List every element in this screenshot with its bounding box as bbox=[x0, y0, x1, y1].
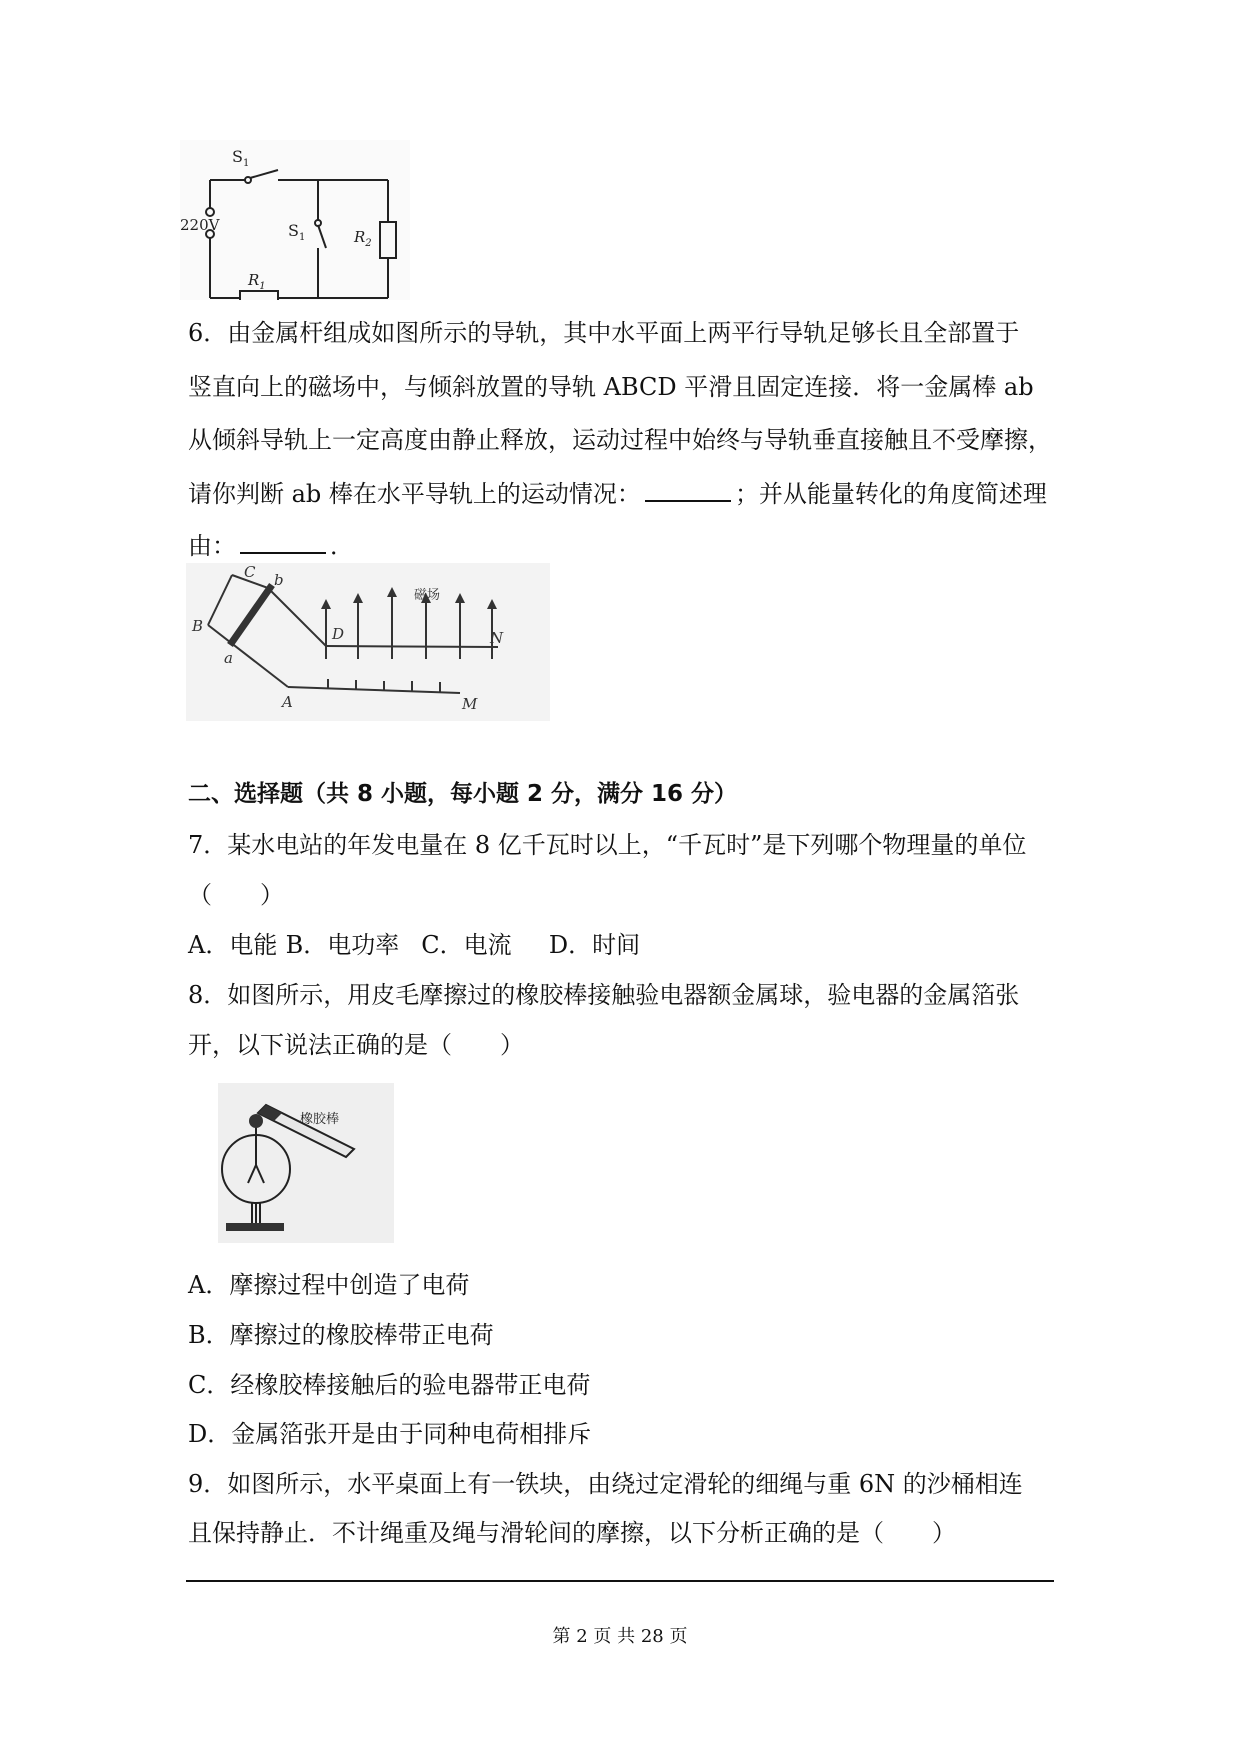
q6-line-4-tail: ；并从能量转化的角度简述理 bbox=[734, 480, 1047, 508]
q9-line-2: 且保持静止．不计绳重及绳与滑轮间的摩擦，以下分析正确的是（ ） bbox=[188, 1519, 956, 1547]
q6-line-3: 从倾斜导轨上一定高度由静止释放，运动过程中始终与导轨垂直接触且不受摩擦， bbox=[188, 426, 1052, 454]
q6-line-2: 竖直向上的磁场中，与倾斜放置的导轨 ABCD 平滑且固定连接．将一金属棒 ab bbox=[188, 373, 1034, 401]
q7-option-b[interactable]: B．电功率 bbox=[285, 931, 400, 959]
q6-line-1: 6．由金属杆组成如图所示的导轨，其中水平面上两平行导轨足够长且全部置于 bbox=[188, 319, 1020, 347]
label-aa: A bbox=[282, 693, 293, 711]
q8-line-2: 开，以下说法正确的是（ ） bbox=[188, 1031, 524, 1059]
footer-divider bbox=[186, 1580, 1054, 1582]
circuit-diagram bbox=[180, 140, 410, 300]
r1-label: $R_1$ bbox=[248, 271, 266, 292]
label-field: 磁场 bbox=[414, 588, 441, 603]
rails-diagram bbox=[186, 563, 550, 721]
q7-options bbox=[188, 930, 640, 960]
q6-line-5 bbox=[188, 530, 354, 561]
s1-label: $S_1$ bbox=[232, 147, 250, 169]
q6-line-5-tail: ． bbox=[330, 532, 354, 560]
label-m: M bbox=[462, 695, 478, 713]
electroscope-diagram bbox=[218, 1083, 394, 1243]
rubber-rod-label: 橡胶棒 bbox=[300, 1112, 340, 1127]
answer-blank-1[interactable] bbox=[645, 478, 731, 502]
label-d: D bbox=[332, 625, 345, 643]
answer-blank-2[interactable] bbox=[240, 530, 326, 554]
label-a: a bbox=[224, 649, 233, 667]
q7-option-d[interactable]: D．时间 bbox=[548, 931, 641, 959]
r2-label: $R_2$ bbox=[354, 228, 372, 249]
section-heading: 二、选择题（共 8 小题，每小题 2 分，满分 16 分） bbox=[188, 781, 738, 807]
q8-option-d[interactable]: D．金属箔张开是由于同种电荷相排斥 bbox=[188, 1420, 592, 1448]
s2-label: $S_1$ bbox=[288, 221, 306, 243]
label-bb: B bbox=[192, 617, 204, 635]
q8-option-b[interactable]: B．摩擦过的橡胶棒带正电荷 bbox=[188, 1321, 494, 1349]
q6-line-5-text: 由： bbox=[188, 532, 236, 560]
q9-line-1: 9．如图所示，水平桌面上有一铁块，由绕过定滑轮的细绳与重 6N 的沙桶相连 bbox=[188, 1470, 1023, 1498]
q6-line-4-text: 请你判断 ab 棒在水平导轨上的运动情况： bbox=[188, 480, 641, 508]
q6-line-4 bbox=[188, 478, 1047, 509]
voltage-label: 220V bbox=[180, 216, 220, 234]
label-b: b bbox=[274, 571, 284, 589]
q8-option-c[interactable]: C．经橡胶棒接触后的验电器带正电荷 bbox=[188, 1371, 591, 1399]
q7-option-c[interactable]: C．电流 bbox=[421, 931, 512, 959]
q8-option-a[interactable]: A．摩擦过程中创造了电荷 bbox=[188, 1271, 470, 1299]
q8-line-1: 8．如图所示，用皮毛摩擦过的橡胶棒接触验电器额金属球，验电器的金属箔张 bbox=[188, 981, 1020, 1009]
label-c: C bbox=[244, 563, 256, 581]
label-n: N bbox=[490, 629, 504, 647]
q7-line-1: 7．某水电站的年发电量在 8 亿千瓦时以上，“千瓦时”是下列哪个物理量的单位 bbox=[188, 831, 1027, 859]
q7-line-2: （ ） bbox=[188, 881, 284, 909]
q7-option-a[interactable]: A．电能 bbox=[188, 931, 278, 959]
page-number: 第 2 页 共 28 页 bbox=[552, 1626, 688, 1647]
